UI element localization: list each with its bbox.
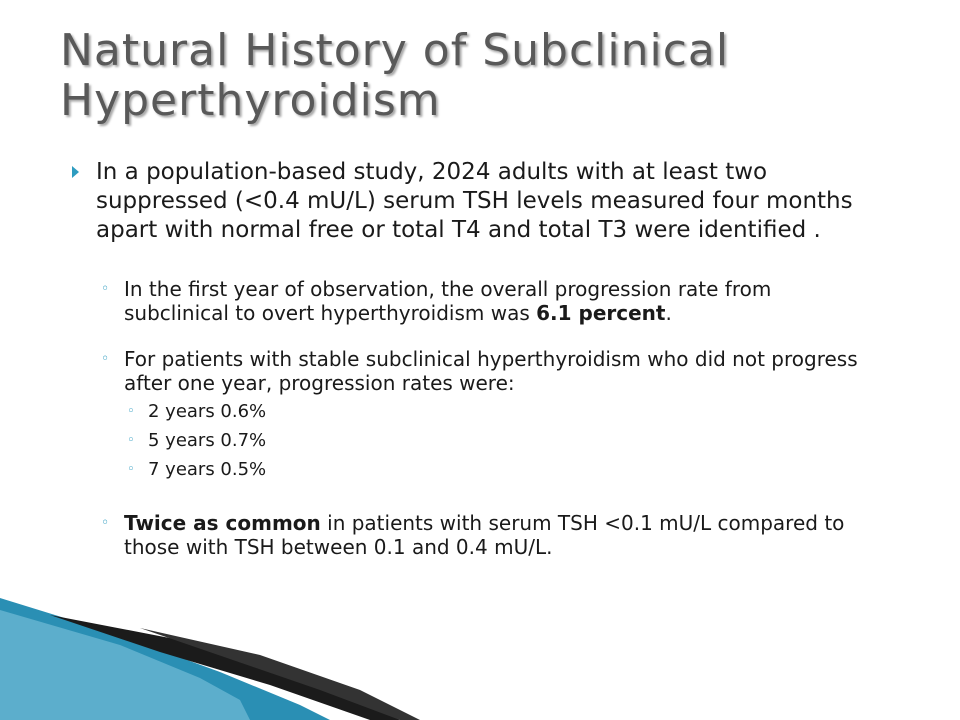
rate-item: 7 years 0.5% bbox=[148, 459, 267, 480]
hollow-circle-icon: ◦ bbox=[127, 462, 135, 477]
triangle-right-icon bbox=[72, 166, 79, 178]
sub-bullet-text: in patients with serum TSH <0.1 mU/L compared to those with TSH between 0.1 and 0.4 mU/L. bbox=[124, 511, 845, 559]
hollow-circle-icon: ◦ bbox=[127, 404, 135, 419]
sub-bullet-comparison bbox=[72, 511, 872, 559]
sub-sub-bullet bbox=[72, 459, 872, 481]
main-bullet-text: In a population-based study, 2024 adults with at least two suppressed (<0.4 mU/L) serum TSH levels measured four months apart with normal free or total T4 and total T3 were identified . bbox=[96, 159, 853, 243]
rate-item: 2 years 0.6% bbox=[148, 401, 267, 422]
sub-bullet-text: In the first year of observation, the overall progression rate from subclinical to overt hyperthyroidism was bbox=[124, 277, 772, 325]
sub-bullet-text: For patients with stable subclinical hyperthyroidism who did not progress after one year, progression rates were: bbox=[124, 347, 858, 395]
sub-bullet-bold: Twice as common bbox=[124, 511, 321, 535]
slide-title: Natural History of Subclinical Hyperthyroidism bbox=[60, 25, 730, 126]
hollow-circle-icon: ◦ bbox=[101, 281, 110, 297]
sub-bullet-stable bbox=[72, 347, 872, 395]
sub-bullet-bold: 6.1 percent bbox=[536, 301, 666, 325]
hollow-circle-icon: ◦ bbox=[127, 433, 135, 448]
hollow-circle-icon: ◦ bbox=[101, 515, 110, 531]
hollow-circle-icon: ◦ bbox=[101, 351, 110, 367]
rate-item: 5 years 0.7% bbox=[148, 430, 267, 451]
main-bullet bbox=[72, 158, 872, 245]
sub-sub-bullet bbox=[72, 430, 872, 452]
slide-content bbox=[72, 158, 872, 559]
sub-bullet-progression bbox=[72, 277, 872, 325]
sub-sub-bullet bbox=[72, 401, 872, 423]
sub-bullet-text-end: . bbox=[665, 301, 672, 325]
